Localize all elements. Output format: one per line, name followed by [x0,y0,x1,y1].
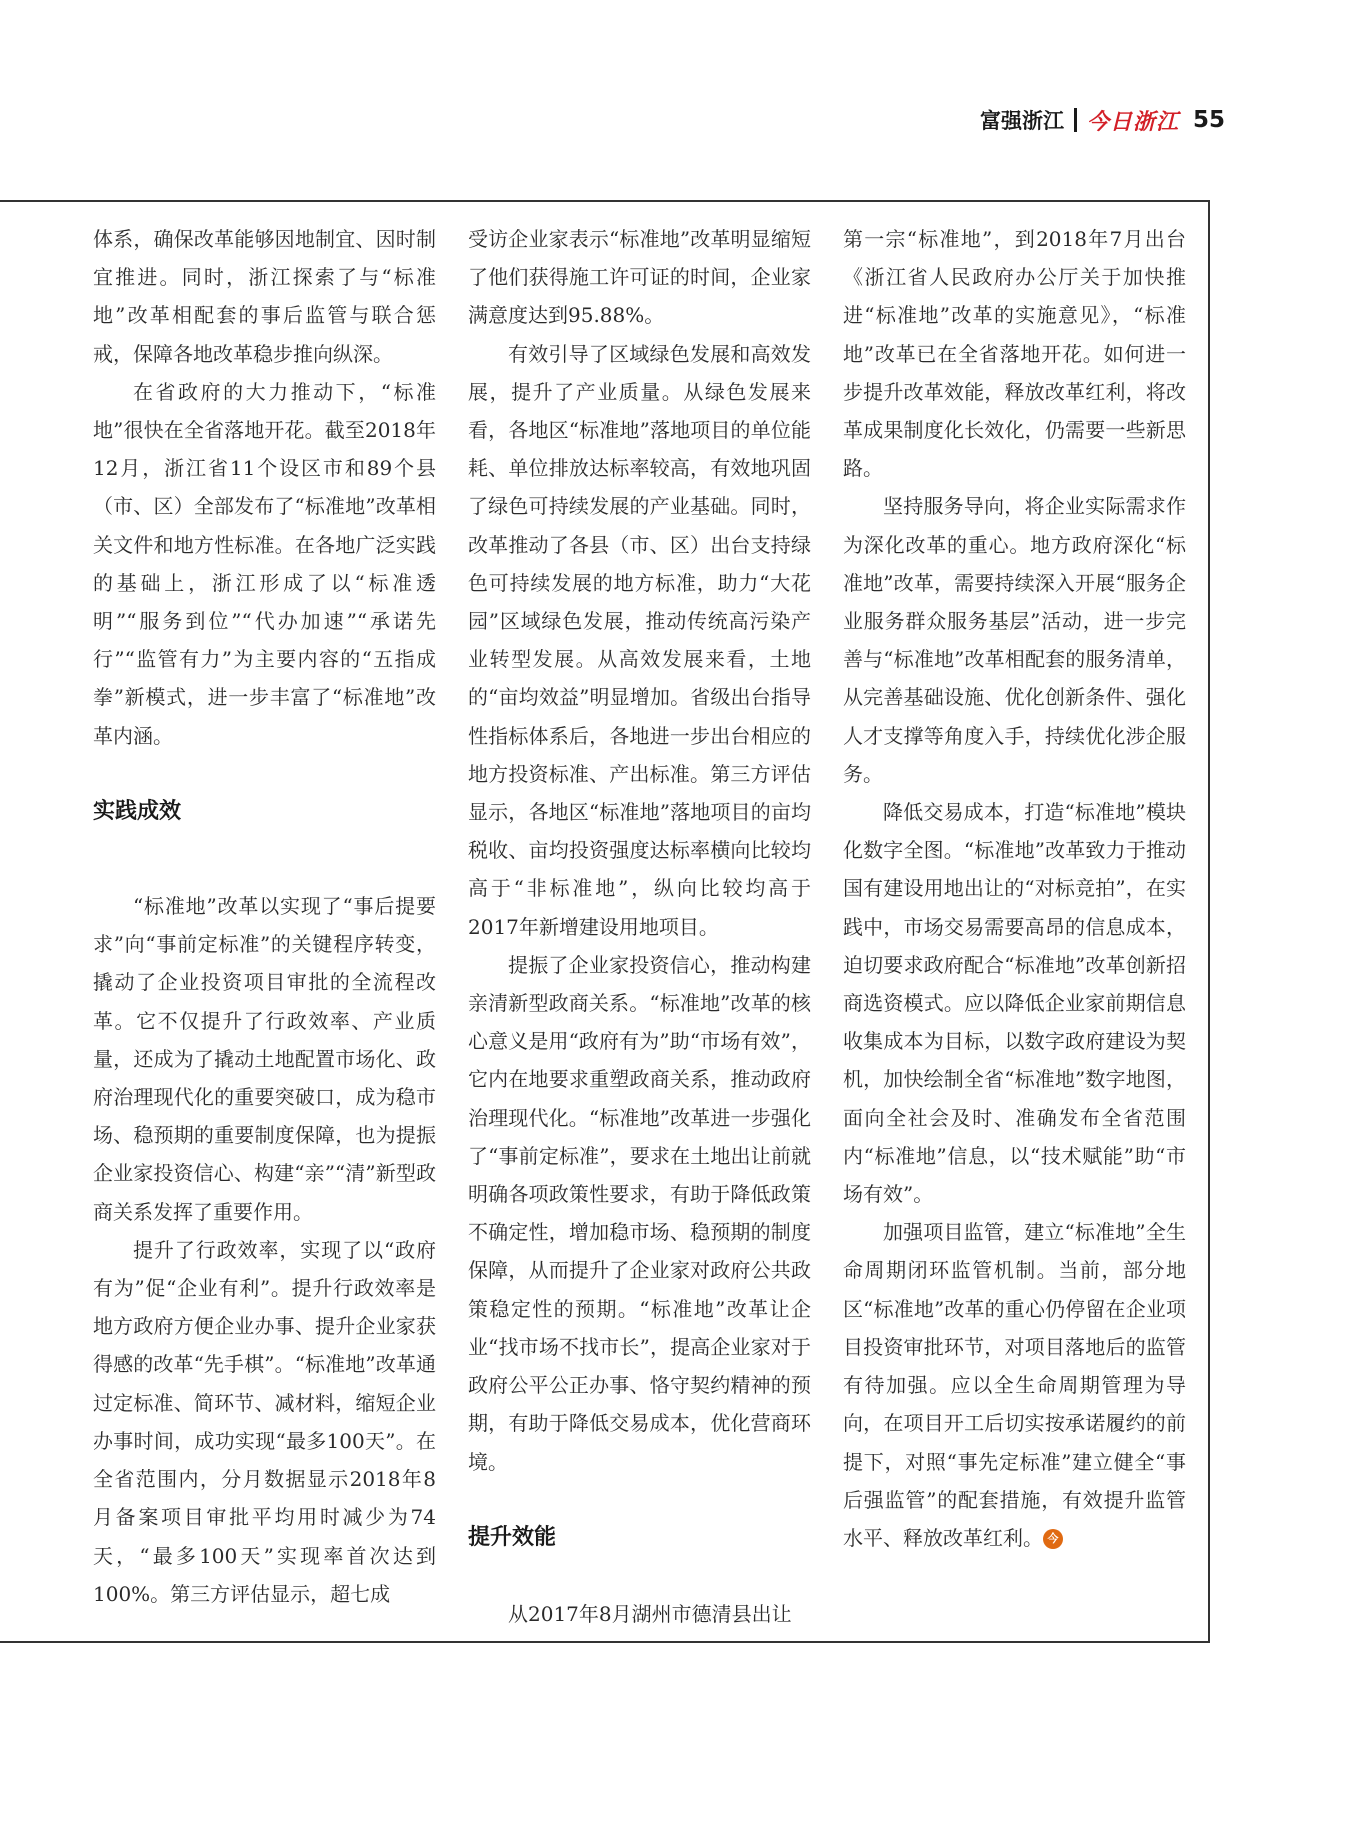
paragraph: 降低交易成本，打造“标准地”模块化数字全图。“标准地”改革致力于推动国有建设用地出让的“对标竞拍”，在实践中，市场交易需要高昂的信息成本，迫切要求政府配合“标准地”改革创新招商选资模式。应以降低企业家前期信息收集成本为目标，以数字政府建设为契机，加快绘制全省“标准地”数字地图，面向全社会及时、准确发布全省范围内“标准地”信息，以“技术赋能”助“市场有效”。 [843,800,1186,1207]
paragraph: 提升了行政效率，实现了以“政府有为”促“企业有利”。提升行政效率是地方政府方便企业办事、提升企业家获得感的改革“先手棋”。“标准地”改革通过定标准、简环节、减材料，缩短企业办事时间，成功实现“最多100天”。在全省范围内，分月数据显示2018年8月备案项目审批平均用时减少为74天，“最多100天”实现率首次达到100%。第三方评估显示，超七成 [93,1237,436,1606]
page-number: 55 [1192,107,1225,133]
paragraph: 坚持服务导向，将企业实际需求作为深化改革的重心。地方政府深化“标准地”改革，需要持续深入开展“服务企业服务群众服务基层”活动，进一步完善与“标准地”改革相配套的服务清单，从完善基础设施、优化创新条件、强化人才支撑等角度入手，持续优化涉企服务。 [843,494,1186,786]
paragraph: 提振了企业家投资信心，推动构建亲清新型政商关系。“标准地”改革的核心意义是用“政府有为”助“市场有效”，它内在地要求重塑政商关系，推动政府治理现代化。“标准地”改革进一步强化了“事前定标准”，要求在土地出让前就明确各项政策性要求，有助于降低政策不确定性，增加稳市场、稳预期的制度保障，从而提升了企业家对政府公共政策稳定性的预期。“标准地”改革让企业“找市场不找市长”，提高企业家对于政府公平公正办事、恪守契约精神的预期，有助于降低交易成本，优化营商环境。 [468,952,811,1474]
page-header [980,100,1225,140]
paragraph: 受访企业家表示“标准地”改革明显缩短了他们获得施工许可证的时间，企业家满意度达到95.88%。 [468,227,811,328]
paragraph: 体系，确保改革能够因地制宜、因时制宜推进。同时，浙江探索了与“标准地”改革相配套的事后监管与联合惩戒，保障各地改革稳步推向纵深。 [93,227,436,366]
section-name: 富强浙江 [979,109,1064,133]
article-end-icon: 今 [1043,1529,1063,1549]
paragraph: “标准地”改革以实现了“事后提要求”向“事前定标准”的关键程序转变，撬动了企业投资项目审批的全流程改革。它不仅提升了行政效率、产业质量，还成为了撬动土地配置市场化、政府治理现代化的重要突破口，成为稳市场、稳预期的重要制度保障，也为提振企业家投资信心、构建“亲”“清”新型政商关系发挥了重要作用。 [93,894,436,1224]
magazine-brand: 今日浙江 [1086,109,1179,135]
section-heading: 实践成效 [93,798,182,824]
column-3 [843,220,1186,1557]
column-2 [468,220,811,1633]
section-heading: 提升效能 [468,1524,557,1550]
paragraph: 在省政府的大力推动下，“标准地”很快在全省落地开花。截至2018年12月，浙江省11个设区市和89个县（市、区）全部发布了“标准地”改革相关文件和地方性标准。在各地广泛实践的基础上，浙江形成了以“标准透明”“服务到位”“代办加速”“承诺先行”“监管有力”为主要内容的“五指成拳”新模式，进一步丰富了“标准地”改革内涵。 [93,379,436,748]
column-1 [93,220,436,1613]
paragraph: 从2017年8月湖州市德清县出让 [508,1601,792,1626]
paragraph-final [843,1213,1186,1557]
header-divider [1074,108,1077,132]
paragraph: 第一宗“标准地”，到2018年7月出台《浙江省人民政府办公厅关于加快推进“标准地”改革的实施意见》，“标准地”改革已在全省落地开花。如何进一步提升改革效能，释放改革红利，将改革成果制度化长效化，仍需要一些新思路。 [843,227,1186,481]
paragraph: 有效引导了区域绿色发展和高效发展，提升了产业质量。从绿色发展来看，各地区“标准地”落地项目的单位能耗、单位排放达标率较高，有效地巩固了绿色可持续发展的产业基础。同时，改革推动了各县（市、区）出台支持绿色可持续发展的地方标准，助力“大花园”区域绿色发展，推动传统高污染产业转型发展。从高效发展来看，土地的“亩均效益”明显增加。省级出台指导性指标体系后，各地进一步出台相应的地方投资标准、产出标准。第三方评估显示，各地区“标准地”落地项目的亩均税收、亩均投资强度达标率横向比较均高于“非标准地”，纵向比较均高于2017年新增建设用地项目。 [468,341,811,939]
paragraph-text: 加强项目监管，建立“标准地”全生命周期闭环监管机制。当前，部分地区“标准地”改革的重心仍停留在企业项目投资审批环节，对项目落地后的监管有待加强。应以全生命周期管理为导向，在项目开工后切实按承诺履约的前提下，对照“事先定标准”建立健全“事后强监管”的配套措施，有效提升监管水平、释放改革红利。 [843,1220,1186,1550]
